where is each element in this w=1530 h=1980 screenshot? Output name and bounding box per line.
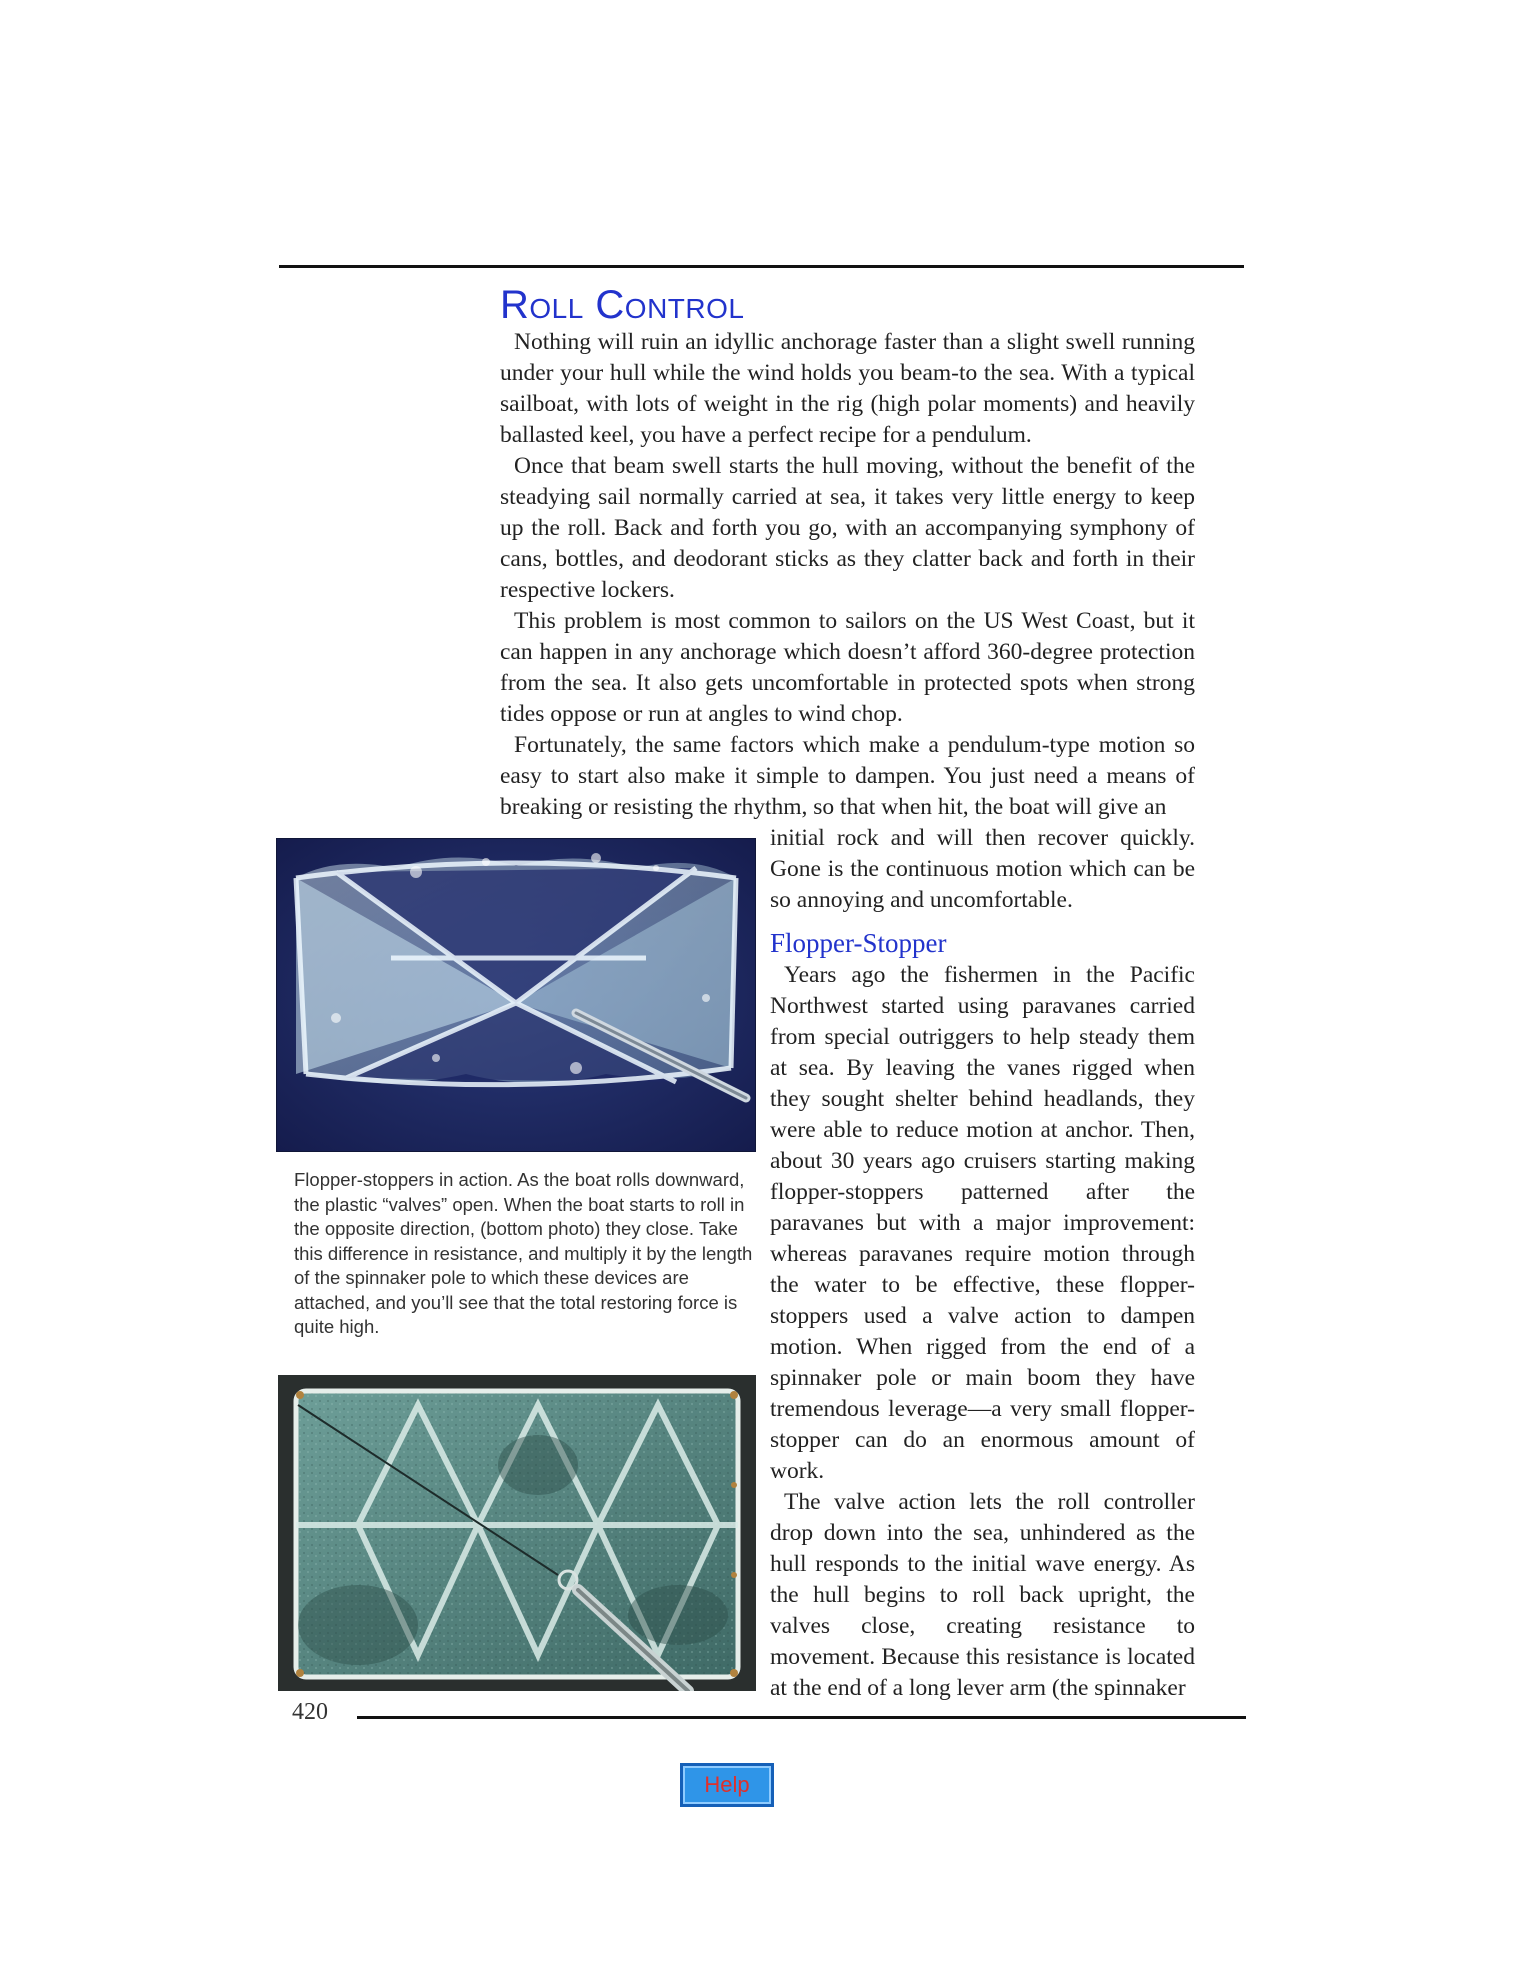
top-rule bbox=[279, 265, 1244, 268]
flopper-stopper-closed-photo bbox=[278, 1375, 756, 1691]
intro-paragraph-3: This problem is most common to sailors on the US West Coast, but it can happen in any anchorage which doesn’t afford 360-degree protection from the sea. It also gets uncomfortable in protected spots when strong tides oppose or run at angles to wind chop. bbox=[500, 608, 1195, 727]
section-heading: Flopper-Stopper bbox=[770, 928, 947, 958]
flopper-stopper-open-photo bbox=[276, 838, 756, 1152]
right-column bbox=[770, 823, 1195, 1704]
intro-paragraph-4: Fortunately, the same factors which make a pendulum-type motion so easy to start also make it simple to dampen. You just need a means of breaking or resisting the rhythm, so that when hit, the boat will give an bbox=[500, 732, 1195, 820]
section-paragraph-2: The valve action lets the roll controller drop down into the sea, unhindered as the hull responds to the initial wave energy. As the hull begins to roll back upright, the valves close, creating resistance to movement. Because this resistance is located at the end of a long lever arm (the spinnaker bbox=[770, 1489, 1195, 1701]
bottom-rule bbox=[357, 1716, 1246, 1719]
section-paragraph-1: Years ago the fishermen in the Pacific Northwest started using paravanes carried from special outriggers to help steady them at sea. By leaving the vanes rigged when they sought shelter behind headlands, they were able to reduce motion at anchor. Then, about 30 years ago cruisers starting making flopper-stoppers patterned after the paravanes but with a major improvement: whereas paravanes require motion through the water to be effective, these flopper-stoppers used a valve action to dampen motion. When rigged from the end of a spinnaker pole or main boom they have tremendous leverage—a very small flopper-stopper can do an enormous amount of work. bbox=[770, 962, 1195, 1484]
page-number: 420 bbox=[292, 1699, 328, 1725]
intro-paragraph-2: Once that beam swell starts the hull moving, without the benefit of the steadying sail normally carried at sea, it takes very little energy to keep up the roll. Back and forth you go, with an accompanying symphony of cans, bottles, and deodorant sticks as they clatter back and forth in their respective lockers. bbox=[500, 453, 1195, 603]
help-button[interactable]: Help bbox=[680, 1763, 774, 1807]
intro-text bbox=[500, 327, 1195, 823]
intro-paragraph-1: Nothing will ruin an idyllic anchorage faster than a slight swell running under your hull while the wind holds you beam-to the sea. With a typical sailboat, with lots of weight in the rig (high polar moments) and heavily ballasted keel, you have a perfect recipe for a pendulum. bbox=[500, 329, 1195, 448]
photo-underwater-closed-icon bbox=[278, 1375, 756, 1691]
figure-caption: Flopper-stoppers in action. As the boat rolls downward, the plastic “valves” open. When the boat starts to roll in the opposite direction, (bottom photo) they close. Take this difference in resistance, and multiply it by the length of the spinnaker pole to which these devices are attached, and you’ll see that the total restoring force is quite high. bbox=[294, 1169, 753, 1337]
page-title: Roll Control bbox=[500, 283, 745, 327]
photo-underwater-open-icon bbox=[276, 838, 756, 1152]
intro-continuation: initial rock and will then recover quickly. Gone is the continuous motion which can be so annoying and uncomfortable. bbox=[770, 825, 1195, 913]
